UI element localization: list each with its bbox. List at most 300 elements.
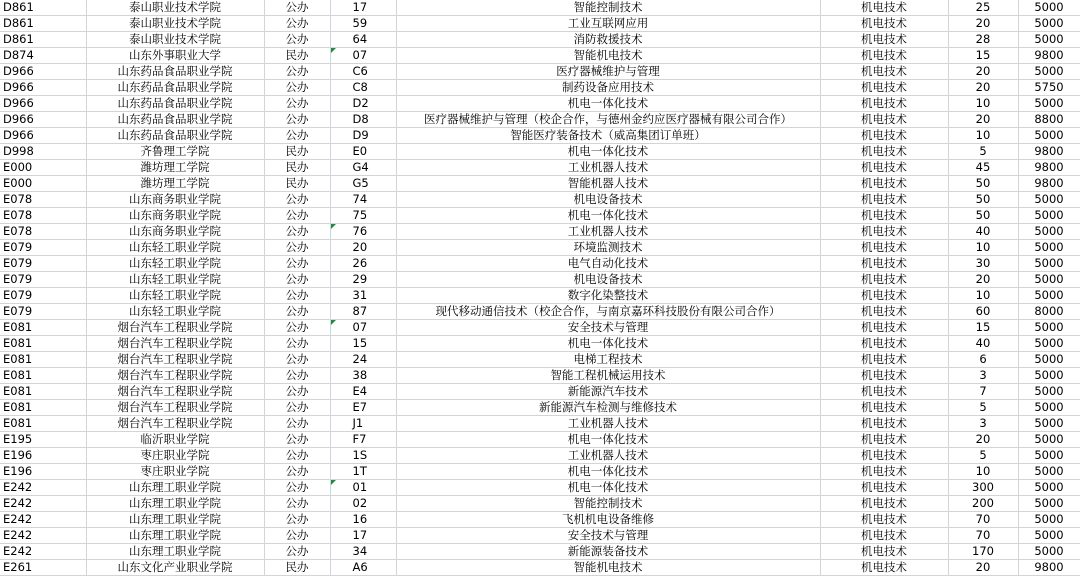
ownership-cell[interactable]: 公办 <box>264 208 330 224</box>
school-name-cell[interactable]: 烟台汽车工程职业学院 <box>86 368 264 384</box>
major-name-cell[interactable]: 制药设备应用技术 <box>396 80 820 96</box>
school-code-cell[interactable]: E242 <box>0 528 86 544</box>
major-name-cell[interactable]: 工业互联网应用 <box>396 16 820 32</box>
table-row <box>0 176 1080 192</box>
ownership-cell[interactable]: 公办 <box>264 224 330 240</box>
category-cell[interactable]: 机电技术 <box>820 256 948 272</box>
school-name-cell[interactable]: 山东商务职业学院 <box>86 192 264 208</box>
category-cell[interactable]: 机电技术 <box>820 240 948 256</box>
category-cell[interactable]: 机电技术 <box>820 80 948 96</box>
ownership-cell[interactable]: 公办 <box>264 304 330 320</box>
category-cell[interactable]: 机电技术 <box>820 48 948 64</box>
plan-count-cell[interactable]: 30 <box>948 256 1018 272</box>
category-cell[interactable]: 机电技术 <box>820 288 948 304</box>
plan-count-cell[interactable]: 60 <box>948 304 1018 320</box>
plan-count-cell[interactable]: 5 <box>948 400 1018 416</box>
plan-count-cell[interactable]: 20 <box>948 432 1018 448</box>
major-code-cell[interactable]: E4 <box>330 384 396 400</box>
school-name-cell[interactable]: 枣庄职业学院 <box>86 448 264 464</box>
tuition-cell[interactable]: 5000 <box>1018 352 1080 368</box>
major-code-cell[interactable]: D9 <box>330 128 396 144</box>
school-name-cell[interactable]: 山东药品食品职业学院 <box>86 80 264 96</box>
ownership-cell[interactable]: 公办 <box>264 368 330 384</box>
category-cell[interactable]: 机电技术 <box>820 16 948 32</box>
major-name-cell[interactable]: 电气自动化技术 <box>396 256 820 272</box>
category-cell[interactable]: 机电技术 <box>820 128 948 144</box>
ownership-cell[interactable]: 公办 <box>264 416 330 432</box>
school-code-cell[interactable]: E195 <box>0 432 86 448</box>
major-name-cell[interactable]: 飞机机电设备维修 <box>396 512 820 528</box>
school-name-cell[interactable]: 烟台汽车工程职业学院 <box>86 320 264 336</box>
plan-count-cell[interactable]: 40 <box>948 224 1018 240</box>
school-code-cell[interactable]: D966 <box>0 64 86 80</box>
plan-count-cell[interactable]: 10 <box>948 240 1018 256</box>
school-code-cell[interactable]: E000 <box>0 160 86 176</box>
school-name-cell[interactable]: 山东轻工职业学院 <box>86 272 264 288</box>
plan-count-cell[interactable]: 10 <box>948 464 1018 480</box>
school-code-cell[interactable]: D998 <box>0 144 86 160</box>
plan-count-cell[interactable]: 5 <box>948 448 1018 464</box>
table-row <box>0 336 1080 352</box>
major-code-cell[interactable]: 29 <box>330 272 396 288</box>
plan-count-cell[interactable]: 20 <box>948 64 1018 80</box>
ownership-cell[interactable]: 公办 <box>264 352 330 368</box>
major-name-cell[interactable]: 机电一体化技术 <box>396 144 820 160</box>
school-code-cell[interactable]: D861 <box>0 16 86 32</box>
school-code-cell[interactable]: E242 <box>0 544 86 560</box>
plan-count-cell[interactable]: 70 <box>948 512 1018 528</box>
tuition-cell[interactable]: 5000 <box>1018 336 1080 352</box>
table-row <box>0 144 1080 160</box>
ownership-cell[interactable]: 公办 <box>264 528 330 544</box>
school-name-cell[interactable]: 山东药品食品职业学院 <box>86 96 264 112</box>
category-cell[interactable]: 机电技术 <box>820 320 948 336</box>
school-name-cell[interactable]: 山东药品食品职业学院 <box>86 64 264 80</box>
major-name-cell[interactable]: 医疗器械维护与管理（校企合作，与德州金约应医疗器械有限公司合作） <box>396 112 820 128</box>
major-code-cell[interactable]: 02 <box>330 496 396 512</box>
school-name-cell[interactable]: 烟台汽车工程职业学院 <box>86 352 264 368</box>
ownership-cell[interactable]: 民办 <box>264 176 330 192</box>
major-name-cell[interactable]: 新能源汽车技术 <box>396 384 820 400</box>
major-code-cell[interactable]: E0 <box>330 144 396 160</box>
school-name-cell[interactable]: 泰山职业技术学院 <box>86 32 264 48</box>
tuition-cell[interactable]: 5000 <box>1018 480 1080 496</box>
school-code-cell[interactable]: D966 <box>0 96 86 112</box>
major-name-cell[interactable]: 机电一体化技术 <box>396 96 820 112</box>
school-code-cell[interactable]: E196 <box>0 448 86 464</box>
school-name-cell[interactable]: 山东药品食品职业学院 <box>86 128 264 144</box>
school-code-cell[interactable]: E081 <box>0 336 86 352</box>
major-name-cell[interactable]: 新能源汽车检测与维修技术 <box>396 400 820 416</box>
school-name-cell[interactable]: 烟台汽车工程职业学院 <box>86 400 264 416</box>
ownership-cell[interactable]: 公办 <box>264 384 330 400</box>
ownership-cell[interactable]: 公办 <box>264 336 330 352</box>
plan-count-cell[interactable]: 20 <box>948 112 1018 128</box>
plan-count-cell[interactable]: 170 <box>948 544 1018 560</box>
tuition-cell[interactable]: 5000 <box>1018 448 1080 464</box>
tuition-cell[interactable]: 5000 <box>1018 192 1080 208</box>
category-cell[interactable]: 机电技术 <box>820 448 948 464</box>
ownership-cell[interactable]: 公办 <box>264 128 330 144</box>
school-code-cell[interactable]: D966 <box>0 128 86 144</box>
major-name-cell[interactable]: 安全技术与管理 <box>396 320 820 336</box>
category-cell[interactable]: 机电技术 <box>820 144 948 160</box>
category-cell[interactable]: 机电技术 <box>820 512 948 528</box>
category-cell[interactable]: 机电技术 <box>820 176 948 192</box>
school-code-cell[interactable]: D861 <box>0 32 86 48</box>
major-name-cell[interactable]: 安全技术与管理 <box>396 528 820 544</box>
tuition-cell[interactable]: 9800 <box>1018 176 1080 192</box>
major-code-cell[interactable]: C6 <box>330 64 396 80</box>
plan-count-cell[interactable]: 50 <box>948 208 1018 224</box>
major-code-cell[interactable]: 26 <box>330 256 396 272</box>
plan-count-cell[interactable]: 6 <box>948 352 1018 368</box>
tuition-cell[interactable]: 5000 <box>1018 0 1080 16</box>
category-cell[interactable]: 机电技术 <box>820 0 948 16</box>
tuition-cell[interactable]: 5000 <box>1018 384 1080 400</box>
major-code-cell[interactable]: 17 <box>330 528 396 544</box>
tuition-cell[interactable]: 5000 <box>1018 528 1080 544</box>
tuition-cell[interactable]: 8800 <box>1018 112 1080 128</box>
major-code-cell[interactable]: 64 <box>330 32 396 48</box>
school-name-cell[interactable]: 山东轻工职业学院 <box>86 240 264 256</box>
table-row <box>0 96 1080 112</box>
plan-count-cell[interactable]: 40 <box>948 336 1018 352</box>
major-name-cell[interactable]: 机电设备技术 <box>396 192 820 208</box>
table-row <box>0 128 1080 144</box>
tuition-cell[interactable]: 5000 <box>1018 224 1080 240</box>
tuition-cell[interactable]: 5000 <box>1018 32 1080 48</box>
plan-count-cell[interactable]: 3 <box>948 368 1018 384</box>
major-code-cell[interactable]: 74 <box>330 192 396 208</box>
tuition-cell[interactable]: 9800 <box>1018 160 1080 176</box>
school-name-cell[interactable]: 齐鲁理工学院 <box>86 144 264 160</box>
major-name-cell[interactable]: 智能控制技术 <box>396 496 820 512</box>
category-cell[interactable]: 机电技术 <box>820 384 948 400</box>
ownership-cell[interactable]: 公办 <box>264 112 330 128</box>
school-code-cell[interactable]: E081 <box>0 352 86 368</box>
tuition-cell[interactable]: 5000 <box>1018 240 1080 256</box>
category-cell[interactable]: 机电技术 <box>820 112 948 128</box>
tuition-cell[interactable]: 5000 <box>1018 16 1080 32</box>
school-name-cell[interactable]: 山东轻工职业学院 <box>86 288 264 304</box>
category-cell[interactable]: 机电技术 <box>820 368 948 384</box>
ownership-cell[interactable]: 公办 <box>264 80 330 96</box>
major-code-cell[interactable]: D2 <box>330 96 396 112</box>
ownership-cell[interactable]: 公办 <box>264 400 330 416</box>
school-name-cell[interactable]: 山东理工职业学院 <box>86 544 264 560</box>
school-code-cell[interactable]: D874 <box>0 48 86 64</box>
school-name-cell[interactable]: 烟台汽车工程职业学院 <box>86 384 264 400</box>
table-row <box>0 48 1080 64</box>
major-code-cell[interactable]: 31 <box>330 288 396 304</box>
ownership-cell[interactable]: 公办 <box>264 464 330 480</box>
category-cell[interactable]: 机电技术 <box>820 400 948 416</box>
school-code-cell[interactable]: E079 <box>0 288 86 304</box>
major-code-cell[interactable]: 1T <box>330 464 396 480</box>
major-code-cell[interactable]: 24 <box>330 352 396 368</box>
category-cell[interactable]: 机电技术 <box>820 304 948 320</box>
ownership-cell[interactable]: 公办 <box>264 448 330 464</box>
school-name-cell[interactable]: 枣庄职业学院 <box>86 464 264 480</box>
major-name-cell[interactable]: 智能机器人技术 <box>396 176 820 192</box>
school-name-cell[interactable]: 烟台汽车工程职业学院 <box>86 336 264 352</box>
plan-count-cell[interactable]: 20 <box>948 16 1018 32</box>
major-name-cell[interactable]: 机电一体化技术 <box>396 336 820 352</box>
ownership-cell[interactable]: 民办 <box>264 144 330 160</box>
plan-count-cell[interactable]: 25 <box>948 0 1018 16</box>
major-code-cell[interactable]: G4 <box>330 160 396 176</box>
category-cell[interactable]: 机电技术 <box>820 96 948 112</box>
tuition-cell[interactable]: 5000 <box>1018 368 1080 384</box>
major-code-cell[interactable]: 17 <box>330 0 396 16</box>
school-name-cell[interactable]: 潍坊理工学院 <box>86 160 264 176</box>
category-cell[interactable]: 机电技术 <box>820 160 948 176</box>
tuition-cell[interactable]: 5000 <box>1018 496 1080 512</box>
school-code-cell[interactable]: D966 <box>0 80 86 96</box>
major-name-cell[interactable]: 现代移动通信技术（校企合作，与南京嘉环科技股份有限公司合作） <box>396 304 820 320</box>
plan-count-cell[interactable]: 15 <box>948 48 1018 64</box>
school-code-cell[interactable]: E079 <box>0 272 86 288</box>
school-name-cell[interactable]: 山东理工职业学院 <box>86 512 264 528</box>
ownership-cell[interactable]: 公办 <box>264 512 330 528</box>
major-name-cell[interactable]: 环境监测技术 <box>396 240 820 256</box>
ownership-cell[interactable]: 公办 <box>264 32 330 48</box>
ownership-cell[interactable]: 民办 <box>264 160 330 176</box>
tuition-cell[interactable]: 9800 <box>1018 144 1080 160</box>
school-code-cell[interactable]: E081 <box>0 368 86 384</box>
tuition-cell[interactable]: 5000 <box>1018 512 1080 528</box>
ownership-cell[interactable]: 公办 <box>264 96 330 112</box>
category-cell[interactable]: 机电技术 <box>820 352 948 368</box>
tuition-cell[interactable]: 8000 <box>1018 304 1080 320</box>
school-code-cell[interactable]: E079 <box>0 304 86 320</box>
major-code-cell[interactable]: 20 <box>330 240 396 256</box>
major-name-cell[interactable]: 机电一体化技术 <box>396 480 820 496</box>
school-code-cell[interactable]: E079 <box>0 256 86 272</box>
major-code-cell[interactable]: 07 <box>330 48 396 64</box>
category-cell[interactable]: 机电技术 <box>820 560 948 576</box>
plan-count-cell[interactable]: 200 <box>948 496 1018 512</box>
category-cell[interactable]: 机电技术 <box>820 192 948 208</box>
tuition-cell[interactable]: 5000 <box>1018 320 1080 336</box>
major-code-cell[interactable]: 76 <box>330 224 396 240</box>
major-code-cell[interactable]: 59 <box>330 16 396 32</box>
school-name-cell[interactable]: 泰山职业技术学院 <box>86 16 264 32</box>
school-code-cell[interactable]: E079 <box>0 240 86 256</box>
major-code-cell[interactable]: C8 <box>330 80 396 96</box>
school-code-cell[interactable]: E261 <box>0 560 86 576</box>
tuition-cell[interactable]: 5750 <box>1018 80 1080 96</box>
school-name-cell[interactable]: 潍坊理工学院 <box>86 176 264 192</box>
major-code-cell[interactable]: F7 <box>330 432 396 448</box>
ownership-cell[interactable]: 民办 <box>264 560 330 576</box>
school-name-cell[interactable]: 山东商务职业学院 <box>86 224 264 240</box>
tuition-cell[interactable]: 9800 <box>1018 48 1080 64</box>
ownership-cell[interactable]: 公办 <box>264 64 330 80</box>
major-name-cell[interactable]: 工业机器人技术 <box>396 224 820 240</box>
school-code-cell[interactable]: E081 <box>0 416 86 432</box>
major-code-cell[interactable]: 87 <box>330 304 396 320</box>
school-name-cell[interactable]: 烟台汽车工程职业学院 <box>86 416 264 432</box>
plan-count-cell[interactable]: 45 <box>948 160 1018 176</box>
tuition-cell[interactable]: 5000 <box>1018 464 1080 480</box>
major-code-cell[interactable]: G5 <box>330 176 396 192</box>
school-name-cell[interactable]: 山东轻工职业学院 <box>86 304 264 320</box>
school-code-cell[interactable]: E242 <box>0 496 86 512</box>
category-cell[interactable]: 机电技术 <box>820 224 948 240</box>
ownership-cell[interactable]: 公办 <box>264 240 330 256</box>
major-name-cell[interactable]: 机电一体化技术 <box>396 432 820 448</box>
tuition-cell[interactable]: 5000 <box>1018 64 1080 80</box>
major-name-cell[interactable]: 机电一体化技术 <box>396 464 820 480</box>
tuition-cell[interactable]: 5000 <box>1018 208 1080 224</box>
tuition-cell[interactable]: 9800 <box>1018 560 1080 576</box>
plan-count-cell[interactable]: 20 <box>948 272 1018 288</box>
school-name-cell[interactable]: 山东理工职业学院 <box>86 480 264 496</box>
plan-count-cell[interactable]: 10 <box>948 288 1018 304</box>
ownership-cell[interactable]: 公办 <box>264 544 330 560</box>
major-code-cell[interactable]: 1S <box>330 448 396 464</box>
table-row <box>0 384 1080 400</box>
category-cell[interactable]: 机电技术 <box>820 480 948 496</box>
major-code-cell[interactable]: 38 <box>330 368 396 384</box>
ownership-cell[interactable]: 公办 <box>264 192 330 208</box>
plan-count-cell[interactable]: 28 <box>948 32 1018 48</box>
major-code-cell[interactable]: E7 <box>330 400 396 416</box>
major-name-cell[interactable]: 工业机器人技术 <box>396 448 820 464</box>
plan-count-cell[interactable]: 10 <box>948 128 1018 144</box>
school-name-cell[interactable]: 山东理工职业学院 <box>86 528 264 544</box>
ownership-cell[interactable]: 公办 <box>264 256 330 272</box>
plan-count-cell[interactable]: 20 <box>948 80 1018 96</box>
school-code-cell[interactable]: E078 <box>0 224 86 240</box>
table-row <box>0 16 1080 32</box>
tuition-cell[interactable]: 5000 <box>1018 544 1080 560</box>
major-code-cell[interactable]: D8 <box>330 112 396 128</box>
school-code-cell[interactable]: D861 <box>0 0 86 16</box>
plan-count-cell[interactable]: 7 <box>948 384 1018 400</box>
school-code-cell[interactable]: E081 <box>0 384 86 400</box>
major-code-cell[interactable]: 16 <box>330 512 396 528</box>
tuition-cell[interactable]: 5000 <box>1018 400 1080 416</box>
tuition-cell[interactable]: 5000 <box>1018 288 1080 304</box>
school-code-cell[interactable]: E081 <box>0 320 86 336</box>
category-cell[interactable]: 机电技术 <box>820 528 948 544</box>
plan-count-cell[interactable]: 3 <box>948 416 1018 432</box>
school-code-cell[interactable]: E196 <box>0 464 86 480</box>
school-name-cell[interactable]: 泰山职业技术学院 <box>86 0 264 16</box>
major-name-cell[interactable]: 新能源装备技术 <box>396 544 820 560</box>
table-row <box>0 32 1080 48</box>
category-cell[interactable]: 机电技术 <box>820 496 948 512</box>
plan-count-cell[interactable]: 50 <box>948 176 1018 192</box>
major-name-cell[interactable]: 智能机电技术 <box>396 48 820 64</box>
category-cell[interactable]: 机电技术 <box>820 464 948 480</box>
ownership-cell[interactable]: 民办 <box>264 48 330 64</box>
major-name-cell[interactable]: 数字化染整技术 <box>396 288 820 304</box>
major-code-cell[interactable]: 75 <box>330 208 396 224</box>
plan-count-cell[interactable]: 20 <box>948 560 1018 576</box>
major-name-cell[interactable]: 工业机器人技术 <box>396 160 820 176</box>
plan-count-cell[interactable]: 300 <box>948 480 1018 496</box>
major-name-cell[interactable]: 机电一体化技术 <box>396 208 820 224</box>
category-cell[interactable]: 机电技术 <box>820 32 948 48</box>
tuition-cell[interactable]: 5000 <box>1018 256 1080 272</box>
major-code-cell[interactable]: 07 <box>330 320 396 336</box>
tuition-cell[interactable]: 5000 <box>1018 128 1080 144</box>
major-name-cell[interactable]: 医疗器械维护与管理 <box>396 64 820 80</box>
plan-count-cell[interactable]: 15 <box>948 320 1018 336</box>
tuition-cell[interactable]: 5000 <box>1018 272 1080 288</box>
category-cell[interactable]: 机电技术 <box>820 416 948 432</box>
school-code-cell[interactable]: E000 <box>0 176 86 192</box>
category-cell[interactable]: 机电技术 <box>820 64 948 80</box>
school-name-cell[interactable]: 山东理工职业学院 <box>86 496 264 512</box>
tuition-cell[interactable]: 5000 <box>1018 96 1080 112</box>
ownership-cell[interactable]: 公办 <box>264 320 330 336</box>
major-name-cell[interactable]: 智能工程机械运用技术 <box>396 368 820 384</box>
plan-count-cell[interactable]: 70 <box>948 528 1018 544</box>
major-code-cell[interactable]: A6 <box>330 560 396 576</box>
major-name-cell[interactable]: 智能医疗装备技术（威高集团订单班） <box>396 128 820 144</box>
school-code-cell[interactable]: E242 <box>0 512 86 528</box>
school-name-cell[interactable]: 临沂职业学院 <box>86 432 264 448</box>
tuition-cell[interactable]: 5000 <box>1018 416 1080 432</box>
school-name-cell[interactable]: 山东轻工职业学院 <box>86 256 264 272</box>
school-code-cell[interactable]: E081 <box>0 400 86 416</box>
major-code-cell[interactable]: 15 <box>330 336 396 352</box>
school-name-cell[interactable]: 山东商务职业学院 <box>86 208 264 224</box>
plan-count-cell[interactable]: 10 <box>948 96 1018 112</box>
school-code-cell[interactable]: D966 <box>0 112 86 128</box>
plan-count-cell[interactable]: 5 <box>948 144 1018 160</box>
category-cell[interactable]: 机电技术 <box>820 336 948 352</box>
school-name-cell[interactable]: 山东文化产业职业学院 <box>86 560 264 576</box>
plan-count-cell[interactable]: 50 <box>948 192 1018 208</box>
school-code-cell[interactable]: E078 <box>0 208 86 224</box>
school-code-cell[interactable]: E078 <box>0 192 86 208</box>
category-cell[interactable]: 机电技术 <box>820 432 948 448</box>
major-name-cell[interactable]: 机电设备技术 <box>396 272 820 288</box>
ownership-cell[interactable]: 公办 <box>264 496 330 512</box>
table-row <box>0 400 1080 416</box>
major-name-cell[interactable]: 消防救援技术 <box>396 32 820 48</box>
ownership-cell[interactable]: 公办 <box>264 272 330 288</box>
tuition-cell[interactable]: 5000 <box>1018 432 1080 448</box>
major-code-cell[interactable]: J1 <box>330 416 396 432</box>
category-cell[interactable]: 机电技术 <box>820 272 948 288</box>
major-code-cell[interactable]: 01 <box>330 480 396 496</box>
ownership-cell[interactable]: 公办 <box>264 288 330 304</box>
table-row <box>0 160 1080 176</box>
major-name-cell[interactable]: 电梯工程技术 <box>396 352 820 368</box>
major-name-cell[interactable]: 工业机器人技术 <box>396 416 820 432</box>
ownership-cell[interactable]: 公办 <box>264 0 330 16</box>
school-name-cell[interactable]: 山东外事职业大学 <box>86 48 264 64</box>
major-name-cell[interactable]: 智能机电技术 <box>396 560 820 576</box>
school-name-cell[interactable]: 山东药品食品职业学院 <box>86 112 264 128</box>
ownership-cell[interactable]: 公办 <box>264 480 330 496</box>
major-code-cell[interactable]: 34 <box>330 544 396 560</box>
major-name-cell[interactable]: 智能控制技术 <box>396 0 820 16</box>
ownership-cell[interactable]: 公办 <box>264 16 330 32</box>
school-code-cell[interactable]: E242 <box>0 480 86 496</box>
category-cell[interactable]: 机电技术 <box>820 544 948 560</box>
ownership-cell[interactable]: 公办 <box>264 432 330 448</box>
table-row <box>0 256 1080 272</box>
category-cell[interactable]: 机电技术 <box>820 208 948 224</box>
